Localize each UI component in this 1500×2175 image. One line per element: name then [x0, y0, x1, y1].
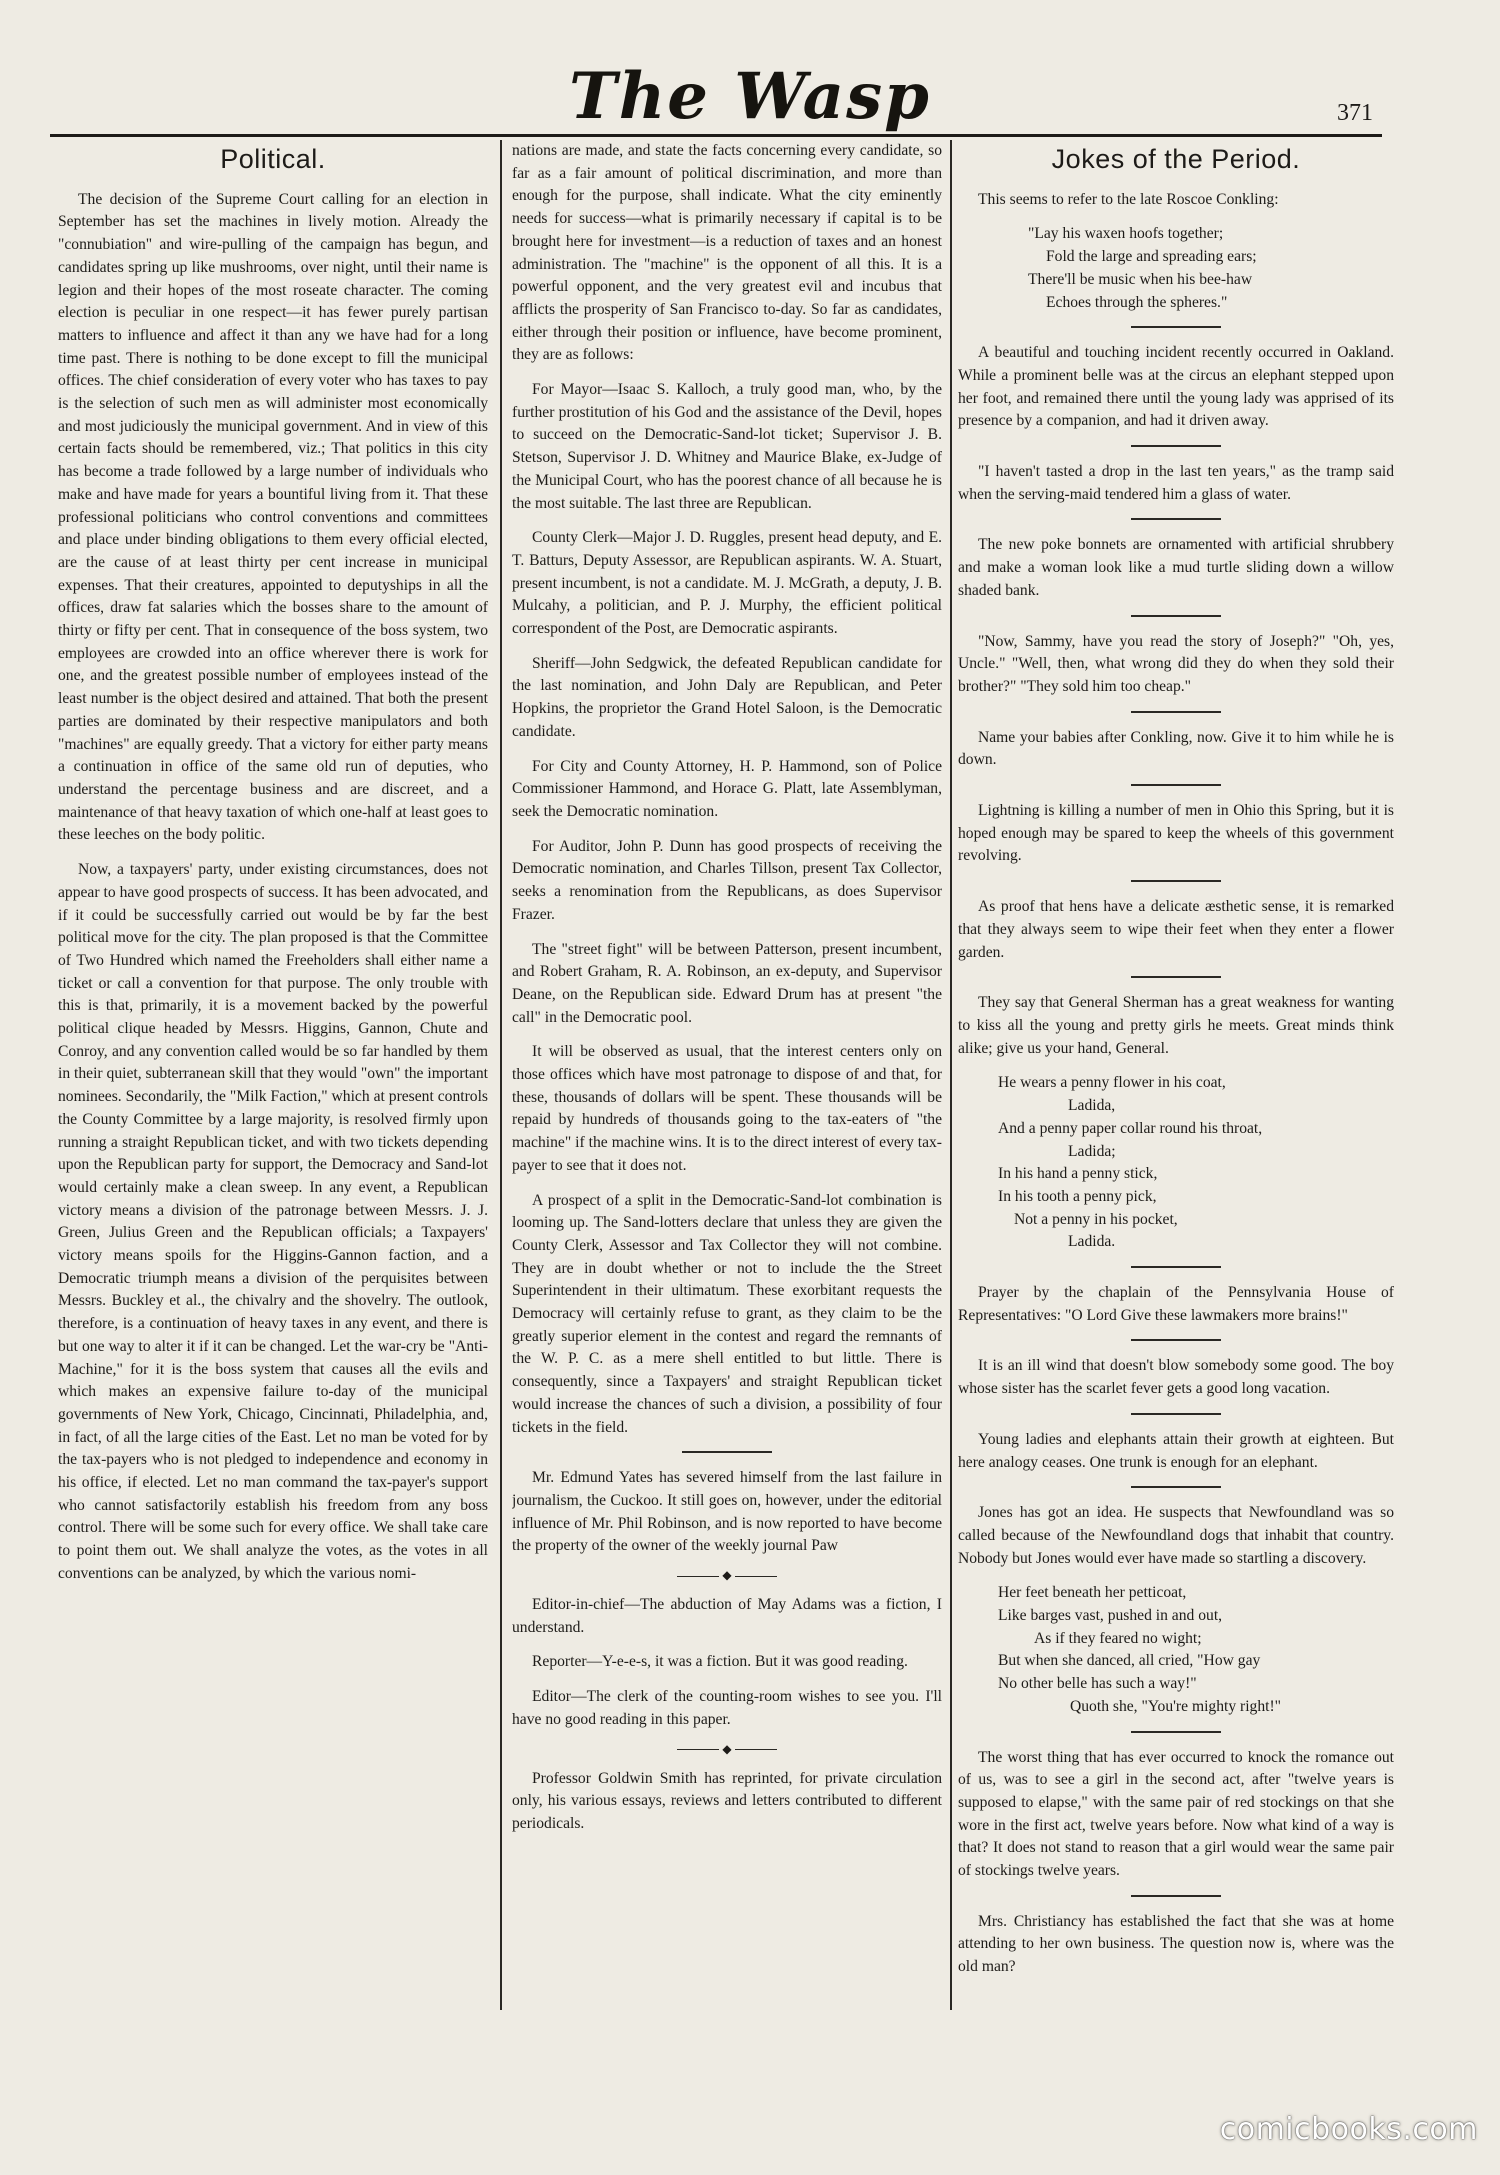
political-paragraph: nations are made, and state the facts concerning every candidate, so far as a fair amount of political discrimination, and more than enough for the purpose, shall indicate. What the city eminently needs for success—what is primarily necessary if capital is to be brought here for investment—is a reduction of taxes and an honest administration. The "machine" is the opponent of all this. It is a powerful opponent, and the very greatest evil and incubus that afflicts the prosperity of San Francisco to-day. So far as candidates, either through their position or influence, have become prominent, they are as follows: — [512, 142, 942, 364]
joke: As proof that hens have a delicate æsthetic sense, it is remarked that they always seem to wipe their feet when they enter a flower garden. — [958, 898, 1394, 961]
dialogue-line: Editor—The clerk of the counting-room wishes to see you. I'll have no good reading in this paper. — [512, 1688, 942, 1728]
goldwin-note: Professor Goldwin Smith has reprinted, for private circulation only, his various essays, reviews and letters contributed to different periodicals. — [512, 1769, 942, 1832]
joke-intro: This seems to refer to the late Roscoe Conkling: — [978, 190, 1279, 208]
joke: It is an ill wind that doesn't blow somebody some good. The boy whose sister has the scarlet fever gets a good long vacation. — [958, 1357, 1394, 1398]
verse-line: Ladida; — [1068, 1142, 1116, 1160]
section-separator — [1131, 1486, 1221, 1488]
joke: Lightning is killing a number of men in Ohio this Spring, but it is hoped enough may be spared to keep the wheels of this government revolving. — [958, 802, 1394, 865]
verse-line: As if they feared no wight; — [1034, 1629, 1202, 1647]
jokes-heading: Jokes of the Period. — [1051, 144, 1301, 174]
verse-line: He wears a penny flower in his coat, — [998, 1074, 1226, 1092]
political-paragraph: The decision of the Supreme Court calling for an election in September has set the machines in lively motion. Already the "connubiation" and wire-pulling of the campaign has begun, and candidates spring up like mushrooms, over night, until their name is legion and their hopes of the most roseate character. The coming election is peculiar in one respect—it has fewer purely partisan matters to influence and affect it than any we have had for a long time past. There is nothing to be done except to fill the municipal offices. The chief consideration of every voter who has taxes to pay is the selection of such men as will administer most economically and most judiciously the municipal government. And in view of this certain facts should be remembered, viz.; That politics in this city has become a trade followed by a large number of individuals who make and have made for years a bountiful living from it. That these professional politicians who control conventions and committees and place under binding obligations to them every official elected, are the cause of at least thirty per cent increase in municipal expenses. That their creatures, appointed to deputyships in all the offices, draw fat salaries which the bosses share to the amount of thirty or fifty per cent. That in consequence of the boss system, two employees are crowded into an office wherever there is work for one, and the greatest possible number of employees instead of the least number is the object desired and attained. That both the present parties are dominated by their respective manipulators and both "machines" are equally greedy. That a victory for either party means a continuation in office of the same old run of deputies, who understand the percentage business and are discreet, and a maintenance of that heavy taxation of which one-half at least goes to these leeches on the body politic. — [58, 190, 488, 844]
column-political-continued — [512, 140, 942, 2020]
section-separator — [1131, 326, 1221, 328]
political-paragraph: Sheriff—John Sedgwick, the defeated Republican candidate for the last nomination, and John Daly are Republican, and Peter Hopkins, the proprietor the Grand Hotel Saloon, is the Democratic candidate. — [512, 654, 942, 740]
joke: Mrs. Christiancy has established the fact that she was at home attending to her own business. The question now is, where was the old man? — [958, 1912, 1394, 1976]
verse-line: Ladida, — [1068, 1097, 1116, 1115]
political-paragraph: It will be observed as usual, that the interest centers only on those offices which have most patronage to dispose of and that, for these, thousands of dollars will be spent. These thousands will be repaid by hundreds of thousands going to the tax-eaters of "the machine" if the machine wins. It is to the direct interest of every tax-payer to see that it does not. — [512, 1043, 942, 1174]
verse-line: Ladida. — [1068, 1233, 1116, 1251]
ornamental-separator: ◆ — [667, 1570, 787, 1580]
joke: The new poke bonnets are ornamented with artificial shrubbery and make a woman look like a mud turtle sliding down a willow shaded bank. — [958, 536, 1394, 599]
ornamental-separator: ◆ — [667, 1744, 787, 1754]
section-separator — [1131, 711, 1221, 713]
verse-line: Not a penny in his pocket, — [1014, 1210, 1178, 1228]
column-divider-1 — [500, 140, 502, 2010]
joke: Prayer by the chaplain of the Pennsylvania House of Representatives: "O Lord Give these lawmakers more brains!" — [958, 1284, 1394, 1324]
verse-line: Quoth she, "You're mighty right!" — [1070, 1697, 1282, 1715]
joke: "I haven't tasted a drop in the last ten years," as the tramp said when the serving-maid tendered him a glass of water. — [958, 463, 1394, 503]
verse-line: No other belle has such a way!" — [998, 1675, 1197, 1693]
political-paragraph: For Auditor, John P. Dunn has good prospects of receiving the Democratic nomination, and Charles Tillson, present Tax Collector, seeks a renomination from the Republicans, as does Supervisor Frazer. — [512, 837, 942, 923]
verse-line: In his tooth a penny pick, — [998, 1187, 1157, 1205]
masthead-logo: The Wasp — [569, 59, 931, 134]
joke: Jones has got an idea. He suspects that Newfoundland was so called because of the Newfoundland dogs that inhabit that country. Nobody but Jones would ever have made so startling a discovery. — [958, 1504, 1394, 1567]
joke: They say that General Sherman has a great weakness for wanting to kiss all the young and pretty girls he meets. Great minds think alike; give us your hand, General. — [958, 994, 1394, 1057]
joke: Name your babies after Conkling, now. Give it to him while he is down. — [958, 728, 1394, 769]
verse-line: There'll be music when his bee-haw — [1028, 270, 1253, 288]
section-separator — [1131, 615, 1221, 617]
section-separator — [1131, 880, 1221, 882]
political-paragraph: County Clerk—Major J. D. Ruggles, present head deputy, and E. T. Batturs, Deputy Assessor, are Republican aspirants. W. A. Stuart, present incumbent, is not a candidate. M. J. McGrath, a deputy, J. B. Mulcahy, a politician, and P. J. Murphy, the efficient political correspondent of the Post, are Democratic aspirants. — [512, 529, 942, 638]
section-separator — [1131, 1266, 1221, 1268]
joke: A beautiful and touching incident recently occurred in Oakland. While a prominent belle was at the circus an elephant stepped upon her foot, and remained there until the young lady was apprised of its presence by a companion, and had it driven away. — [958, 344, 1394, 430]
section-separator — [1131, 976, 1221, 978]
verse-line: Echoes through the spheres." — [1046, 293, 1228, 311]
yates-note: Mr. Edmund Yates has severed himself from the last failure in journalism, the Cuckoo. It still goes on, however, under the editorial influence of Mr. Phil Robinson, and is now reported to have become the property of the owner of the weekly journal Paw — [512, 1469, 942, 1555]
page-number: 371 — [1337, 100, 1373, 126]
section-separator — [1131, 1731, 1221, 1733]
section-separator — [682, 1451, 772, 1453]
section-separator — [1131, 1413, 1221, 1415]
joke: "Now, Sammy, have you read the story of Joseph?" "Oh, yes, Uncle." "Well, then, what wrong did they do when they sold their brother?" "They sold him too cheap." — [958, 632, 1394, 695]
joke: Young ladies and elephants attain their growth at eighteen. But here analogy ceases. One trunk is enough for an elephant. — [958, 1430, 1394, 1471]
verse-line: And a penny paper collar round his throat, — [998, 1119, 1263, 1137]
political-heading: Political. — [220, 144, 326, 174]
column-divider-2 — [950, 140, 952, 2010]
verse-line: In his hand a penny stick, — [998, 1165, 1158, 1183]
political-paragraph: The "street fight" will be between Patterson, present incumbent, and Robert Graham, R. A. Robinson, an ex-deputy, and Supervisor Deane, on the Republican side. Edward Drum has at present "the call" in the Democratic pool. — [512, 940, 942, 1026]
section-separator — [1131, 784, 1221, 786]
petticoat-verse — [958, 1582, 1394, 1718]
political-paragraph: Now, a taxpayers' party, under existing circumstances, does not appear to have good prospects of success. It has been advocated, and if it could be successfully carried out would be by far the best political move for the city. The plan proposed is that the Committee of Two Hundred which named the Freeholders shall either name a ticket or call a convention for that purpose. The only trouble with this is that, primarily, it is a movement backed by the powerful political clique headed by Messrs. Higgins, Gannon, Chute and Conroy, and any convention called would be so far handled by them in their quiet, subterranean skill that they would "own" the important nominees. Secondarily, the "Milk Faction," which at present controls the County Committee by a large majority, is resolved firmly upon running a straight Republican ticket, and with two tickets depending upon the Republican party for support, the Democracy and Sand-lot would certainly make a clean sweep. In any event, a Republican victory means a division of the patronage between Messrs. J. J. Green, Julius Green and the Republican officials; a Taxpayers' victory means spoils for the Higgins-Gannon faction, and a Democratic triumph means a division of the perquisites between Messrs. Buckley et al., the chivalry and the shovelry. The outlook, therefore, is a continuation of heavy taxes in any event, and there is but one way to alter it if it can be changed. Let the war-cry be "Anti-Machine," for it is the boss system that causes all the evils and which makes an expensive failure to-day of the municipal governments of New York, Chicago, Cincinnati, Philadelphia, and, in fact, of all the large cities of the East. Let no man be voted for by the tax-payers who is not pledged to independence and economy in his office, if elected. Let no man command the tax-payer's support who cannot satisfactorily establish his freedom from any boss control. There will be some such for every office. We shall take care to point them out. We shall analyze the votes, as the votes in all conventions can be analyzed, by which the various nomi- — [58, 861, 488, 1582]
section-separator — [1131, 445, 1221, 447]
verse-line: But when she danced, all cried, "How gay — [998, 1652, 1261, 1670]
ladida-verse — [958, 1072, 1394, 1254]
verse-line: Like barges vast, pushed in and out, — [998, 1607, 1223, 1625]
watermark: comicbooks.com — [1219, 2112, 1478, 2147]
verse-line: "Lay his waxen hoofs together; — [1028, 225, 1224, 243]
section-separator — [1131, 518, 1221, 520]
masthead — [0, 59, 1500, 134]
political-paragraph: A prospect of a split in the Democratic-Sand-lot combination is looming up. The Sand-lotters declare that unless they are given the County Clerk, Assessor and Tax Collector they will not combine. They are in doubt whether or not to include the the Street Superintendent in their ultimatum. These exorbitant requests the Democracy will certainly refuse to grant, as they claim to be the greatly superior element in the contest and regard the remnants of the W. P. C. as a mere shell entitled to but little. There is consequently, since a Taxpayers' and straight Republican ticket would increase the chances of such a division, a possibility of four tickets in the field. — [512, 1191, 942, 1436]
verse-line: Her feet beneath her petticoat, — [998, 1584, 1187, 1602]
dialogue-line: Reporter—Y-e-e-s, it was a fiction. But it was good reading. — [532, 1653, 908, 1671]
political-paragraph: For Mayor—Isaac S. Kalloch, a truly good man, who, by the further prostitution of his God and the assistance of the Devil, hopes to succeed on the Democratic-Sand-lot ticket; Supervisor J. B. Stetson, Supervisor J. D. Whitney and Maurice Blake, ex-Judge of the Municipal Court, who has the poorest chance of all because he is the most suitable. The last three are Republican. — [512, 381, 942, 512]
verse-line: Fold the large and spreading ears; — [1046, 248, 1257, 266]
section-separator — [1131, 1339, 1221, 1341]
column-political — [58, 140, 488, 2020]
joke: The worst thing that has ever occurred to knock the romance out of us, was to see a girl in the second act, after "twelve years is supposed to elapse," with the same pair of red stockings on that she wore in the first act, twelve years before. Now what kind of a way is that? It does not stand to reason that a girl would wear the same pair of stockings twelve years. — [958, 1748, 1394, 1880]
header-rule — [50, 134, 1382, 137]
political-paragraph: For City and County Attorney, H. P. Hammond, son of Police Commissioner Hammond, and Horace G. Platt, late Assemblyman, seek the Democratic nomination. — [512, 757, 942, 820]
section-separator — [1131, 1895, 1221, 1897]
column-jokes — [958, 140, 1394, 2020]
conkling-verse — [958, 223, 1394, 314]
dialogue-line: Editor-in-chief—The abduction of May Adams was a fiction, I understand. — [512, 1596, 942, 1636]
